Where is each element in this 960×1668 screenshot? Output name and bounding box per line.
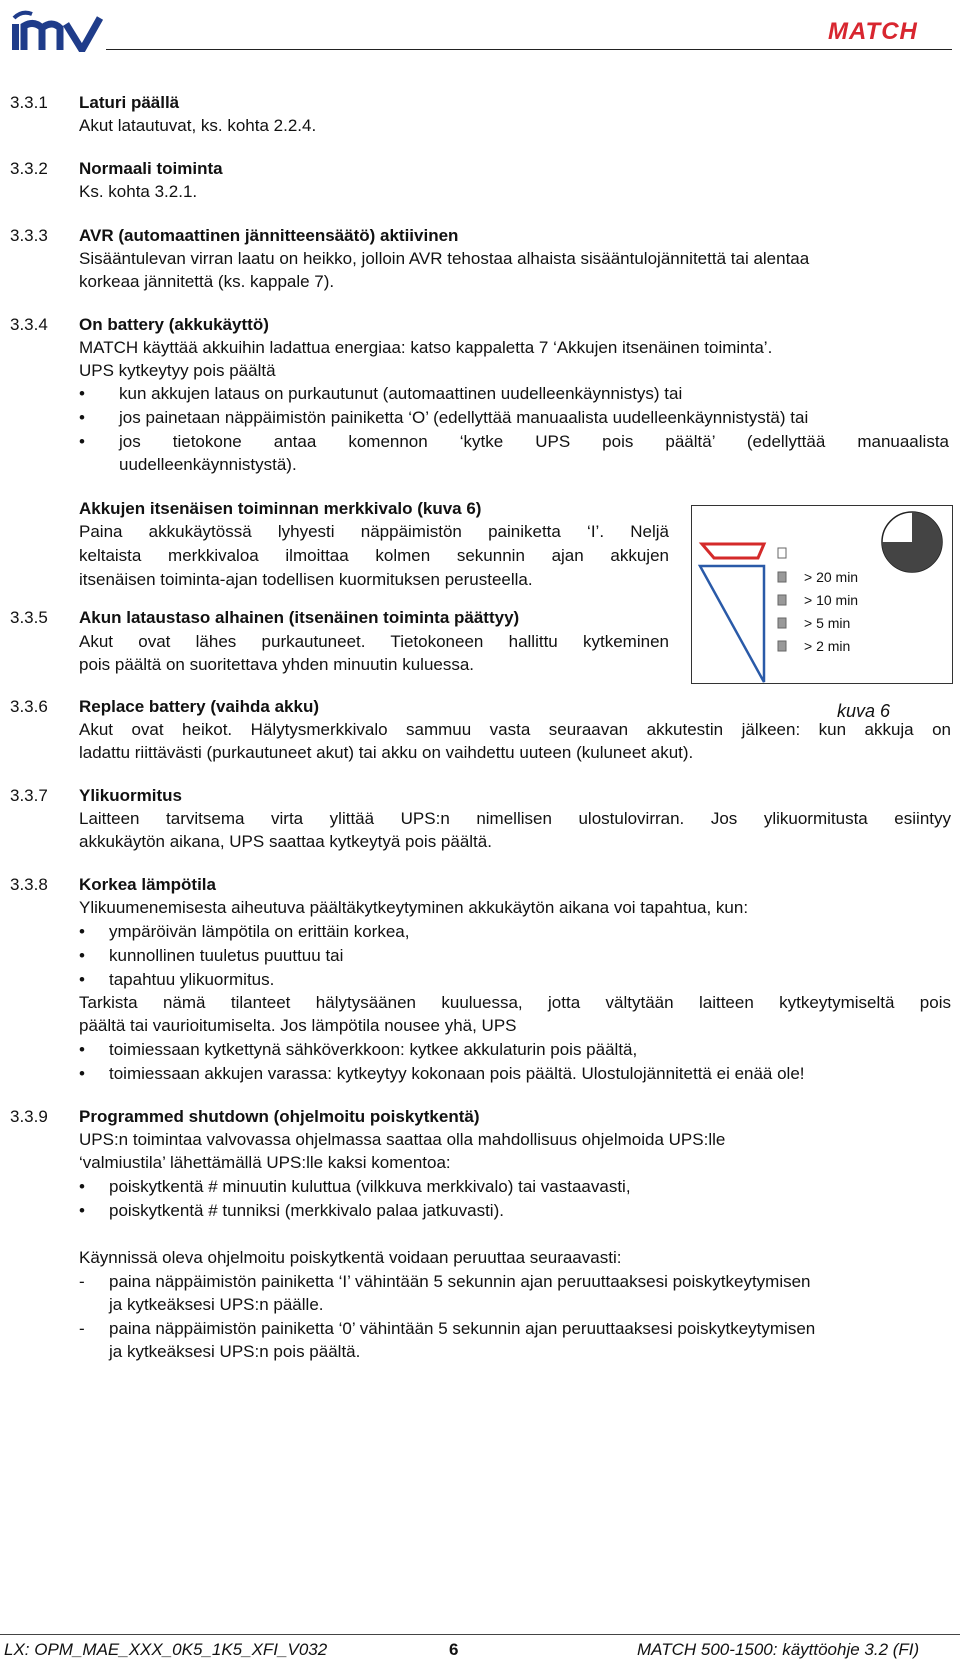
section-title: Normaali toiminta — [79, 159, 223, 178]
battery-indicator-figure — [691, 505, 953, 684]
list-item: toimiessaan akkujen varassa: kytkeytyy kokonaan pois päältä. Ulostulojännitettä ei enää ole! — [109, 1064, 805, 1083]
section-number: 3.3.1 — [10, 93, 48, 112]
bullet: • — [79, 922, 85, 941]
imv-logo-text: IMV — [8, 8, 10, 9]
red-indicator-shape — [702, 544, 764, 558]
list-item: poiskytkentä # minuutin kuluttua (vilkkuva merkkivalo) tai vastaavasti, — [109, 1177, 631, 1196]
list-item: uudelleenkäynnistystä). — [119, 455, 297, 474]
bullet: • — [79, 1040, 85, 1059]
list-item: kun akkujen lataus on purkautunut (automaattinen uudelleenkäynnistys) tai — [119, 384, 683, 403]
section-number: 3.3.5 — [10, 608, 48, 627]
section-text: UPS:n toimintaa valvovassa ohjelmassa saattaa olla mahdollisuus ohjelmoida UPS:lle — [79, 1130, 726, 1149]
indicator-text: itsenäisen toiminta-ajan todellisen kuormituksen perusteella. — [79, 570, 533, 589]
led-square-top — [778, 548, 786, 558]
section-text: akkukäytön aikana, UPS saattaa kytkeytyä pois päältä. — [79, 832, 492, 851]
label-2min: > 2 min — [804, 638, 851, 654]
section-text: MATCH käyttää akkuihin ladattua energiaa: katso kappaletta 7 ‘Akkujen itsenäinen toiminta’. — [79, 338, 773, 357]
footer-title: MATCH 500-1500: käyttöohje 3.2 (FI) — [637, 1640, 920, 1659]
bullet: • — [79, 1201, 85, 1220]
section-title: Programmed shutdown (ohjelmoitu poiskytkentä) — [79, 1107, 480, 1126]
footer-page-number: 6 — [449, 1640, 459, 1659]
list-item: paina näppäimistön painiketta ‘I’ vähintään 5 sekunnin ajan peruuttaaksesi poiskytkeytymisen — [109, 1272, 811, 1291]
section-number: 3.3.2 — [10, 159, 48, 178]
section-text: Käynnissä oleva ohjelmoitu poiskytkentä voidaan peruuttaa seuraavasti: — [79, 1248, 622, 1267]
section-title: Korkea lämpötila — [79, 875, 216, 894]
blue-triangle-shape — [700, 566, 764, 682]
bullet: • — [79, 970, 85, 989]
section-text: Akut latautuvat, ks. kohta 2.2.4. — [79, 116, 317, 135]
list-item: ja kytkeäksesi UPS:n päälle. — [109, 1295, 324, 1314]
list-item: jos tietokone antaa komennon ‘kytke UPS pois päältä’ (edellyttää manuaalista — [119, 432, 949, 451]
bullet: • — [79, 1177, 85, 1196]
section-text: UPS kytkeytyy pois päältä — [79, 361, 276, 380]
list-item: tapahtuu ylikuormitus. — [109, 970, 275, 989]
section-text: Ylikuumenemisesta aiheutuva päältäkytkeytyminen akkukäytön aikana voi tapahtua, kun: — [79, 898, 749, 917]
bullet: • — [79, 384, 85, 403]
section-title: Ylikuormitus — [79, 786, 182, 805]
label-20min: > 20 min — [804, 569, 859, 585]
section-text: korkeaa jännitettä (ks. kappale 7). — [79, 272, 335, 291]
led-square-3 — [778, 618, 786, 628]
indicator-text: keltaista merkkivaloa ilmoittaa kolmen sekunnin ajan akkujen — [79, 546, 669, 565]
section-number: 3.3.7 — [10, 786, 48, 805]
imv-logo — [8, 8, 108, 52]
section-number: 3.3.8 — [10, 875, 48, 894]
section-text: ‘valmiustila’ lähettämällä UPS:lle kaksi komentoa: — [79, 1153, 451, 1172]
dash: - — [79, 1272, 85, 1291]
section-title: Laturi päällä — [79, 93, 180, 112]
page-header — [0, 0, 960, 60]
header-rule — [106, 49, 952, 50]
section-number: 3.3.3 — [10, 226, 48, 245]
dash: - — [79, 1319, 85, 1338]
match-logo-text: MATCH — [828, 18, 918, 44]
section-text: Ks. kohta 3.2.1. — [79, 182, 198, 201]
figure-drawing — [692, 506, 952, 683]
section-title: Replace battery (vaihda akku) — [79, 697, 319, 716]
match-logo — [828, 18, 952, 44]
section-text: pois päältä on suoritettava yhden minuutin kuluessa. — [79, 655, 475, 674]
footer-document-id: LX: OPM_MAE_XXX_0K5_1K5_XFI_V032 — [4, 1640, 328, 1659]
list-item: poiskytkentä # tunniksi (merkkivalo palaa jatkuvasti). — [109, 1201, 504, 1220]
label-5min: > 5 min — [804, 615, 851, 631]
list-item: paina näppäimistön painiketta ‘0’ vähintään 5 sekunnin ajan peruuttaaksesi poiskytkeytymisen — [109, 1319, 816, 1338]
list-item: ympäröivän lämpötila on erittäin korkea, — [109, 922, 410, 941]
led-square-2 — [778, 595, 786, 605]
section-number: 3.3.9 — [10, 1107, 48, 1126]
led-square-4 — [778, 641, 786, 651]
bullet: • — [79, 432, 85, 451]
indicator-text: Paina akkukäytössä lyhyesti näppäimistön painiketta ‘I’. Neljä — [79, 522, 669, 541]
section-title: AVR (automaattinen jännitteensäätö) aktiivinen — [79, 226, 459, 245]
section-text: Tarkista nämä tilanteet hälytysäänen kuuluessa, jotta vältytään laitteen kytkeytymiseltä pois — [79, 993, 951, 1012]
bullet: • — [79, 408, 85, 427]
led-square-1 — [778, 572, 786, 582]
section-text: Akut ovat heikot. Hälytysmerkkivalo sammuu vasta seuraavan akkutestin jälkeen: kun akkuja on — [79, 720, 951, 739]
label-10min: > 10 min — [804, 592, 859, 608]
list-item: ja kytkeäksesi UPS:n pois päältä. — [109, 1342, 361, 1361]
section-title: Akun lataustaso alhainen (itsenäinen toiminta päättyy) — [79, 608, 520, 627]
list-item: toimiessaan kytkettynä sähköverkkoon: kytkee akkulaturin pois päältä, — [109, 1040, 638, 1059]
section-number: 3.3.4 — [10, 315, 48, 334]
footer-rule — [0, 1634, 960, 1635]
section-text: Sisääntulevan virran laatu on heikko, jolloin AVR tehostaa alhaista sisääntulojännitettä tai alentaa — [79, 249, 810, 268]
section-text: Akut ovat lähes purkautuneet. Tietokoneen hallittu kytkeminen — [79, 632, 669, 651]
section-text: päältä tai vaurioitumiselta. Jos lämpötila nousee yhä, UPS — [79, 1016, 517, 1035]
section-number: 3.3.6 — [10, 697, 48, 716]
list-item: jos painetaan näppäimistön painiketta ‘O’ (edellyttää manuaalista uudelleenkäynnistystä) tai — [119, 408, 809, 427]
section-text: ladattu riittävästi (purkautuneet akut) tai akku on vaihdettu uuteen (kuluneet akut). — [79, 743, 694, 762]
section-title: On battery (akkukäyttö) — [79, 315, 269, 334]
list-item: kunnollinen tuuletus puuttuu tai — [109, 946, 344, 965]
bullet: • — [79, 1064, 85, 1083]
indicator-title: Akkujen itsenäisen toiminnan merkkivalo (kuva 6) — [79, 499, 482, 518]
bullet: • — [79, 946, 85, 965]
section-text: Laitteen tarvitsema virta ylittää UPS:n nimellisen ulostulovirran. Jos ylikuormitusta esiintyy — [79, 809, 951, 828]
figure-caption: kuva 6 — [837, 701, 891, 721]
